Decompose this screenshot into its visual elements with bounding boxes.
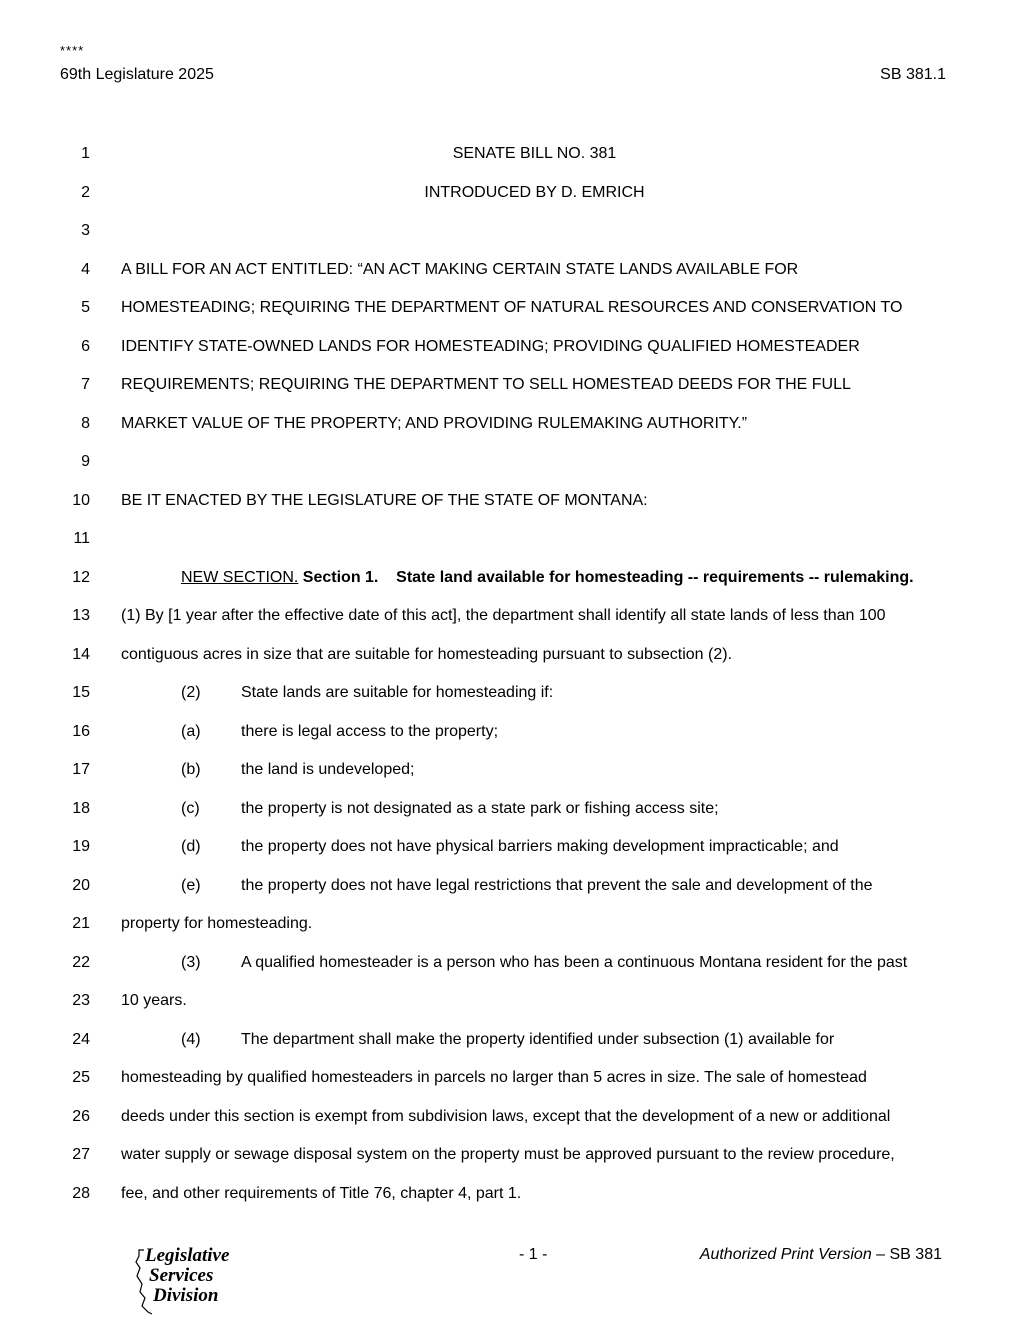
line-number: 15 <box>72 684 90 701</box>
line-25 <box>0 1066 1024 1105</box>
line-text: the land is undeveloped; <box>241 761 415 778</box>
line-text: IDENTIFY STATE-OWNED LANDS FOR HOMESTEADING; PROVIDING QUALIFIED HOMESTEADER <box>121 337 860 355</box>
line-number: 14 <box>72 645 90 663</box>
line-number: 18 <box>72 799 90 817</box>
lsd-logo <box>130 1246 248 1318</box>
logo-text: Legislative Services Division <box>145 1245 230 1306</box>
line-18 <box>0 797 1024 836</box>
line-16 <box>0 720 1024 759</box>
subsection-label: (2) <box>181 684 201 701</box>
line-4 <box>0 258 1024 297</box>
line-1 <box>0 142 1024 181</box>
line-text: 10 years. <box>121 992 187 1009</box>
line-9 <box>0 450 1024 489</box>
line-number: 28 <box>72 1184 90 1202</box>
subsection-label: (b) <box>181 761 201 778</box>
line-13 <box>0 604 1024 643</box>
section-label: Section 1. <box>302 568 379 586</box>
line-text: homesteading by qualified homesteaders in parcels no larger than 5 acres in size. The sale of homestead <box>121 1069 867 1086</box>
line-text: (1) By [1 year after the effective date of this act], the department shall identify all state lands of less than 100 <box>121 607 886 624</box>
line-number: 6 <box>81 337 90 355</box>
line-text: A qualified homesteader is a person who has been a continuous Montana resident for the past <box>241 953 908 971</box>
line-15 <box>0 681 1024 720</box>
subsection-label: (e) <box>181 876 201 894</box>
new-section-label: NEW SECTION. <box>181 568 299 586</box>
subsection-label: (4) <box>181 1030 201 1048</box>
subsection-label: (3) <box>181 953 201 971</box>
line-number: 1 <box>81 145 90 162</box>
subsection-label: (a) <box>181 722 201 740</box>
line-number: 8 <box>81 414 90 432</box>
line-number: 3 <box>81 222 90 239</box>
line-text: the property is not designated as a state park or fishing access site; <box>241 799 719 817</box>
sponsor: INTRODUCED BY D. EMRICH <box>424 183 645 201</box>
line-text: there is legal access to the property; <box>241 722 499 740</box>
section-heading <box>181 569 948 587</box>
line-text: A BILL FOR AN ACT ENTITLED: “AN ACT MAKING CERTAIN STATE LANDS AVAILABLE FOR <box>121 260 799 278</box>
line-19 <box>0 835 1024 874</box>
line-number: 22 <box>72 953 90 971</box>
line-10 <box>0 489 1024 528</box>
line-number: 13 <box>72 607 90 624</box>
line-text: State lands are suitable for homesteading if: <box>241 684 554 701</box>
legislature-label: 69th Legislature 2025 <box>60 66 214 83</box>
bill-id: SB 381.1 <box>880 66 946 83</box>
line-text: MARKET VALUE OF THE PROPERTY; AND PROVIDING RULEMAKING AUTHORITY.” <box>121 414 748 432</box>
line-text: the property does not have legal restrictions that prevent the sale and development of the <box>241 876 873 894</box>
line-11 <box>0 527 1024 566</box>
section-title: State land available for homesteading -- requirements -- rulemaking. <box>396 568 914 586</box>
line-number: 10 <box>72 491 90 509</box>
line-number: 21 <box>72 915 90 932</box>
line-28 <box>0 1182 1024 1221</box>
bill-body <box>0 142 1024 1220</box>
line-text: HOMESTEADING; REQUIRING THE DEPARTMENT OF NATURAL RESOURCES AND CONSERVATION TO <box>121 299 903 316</box>
line-number: 5 <box>81 299 90 316</box>
line-number: 27 <box>72 1146 90 1163</box>
line-number: 11 <box>73 530 90 547</box>
line-number: 17 <box>72 761 90 778</box>
line-number: 12 <box>72 568 90 586</box>
line-number: 26 <box>72 1107 90 1125</box>
subsection-label: (c) <box>181 799 200 817</box>
print-version: Authorized Print Version – SB 381 <box>699 1246 942 1263</box>
line-text: The department shall make the property identified under subsection (1) available for <box>241 1030 835 1048</box>
line-number: 9 <box>81 453 90 470</box>
line-text: deeds under this section is exempt from subdivision laws, except that the development of a new or additional <box>121 1107 891 1125</box>
line-17 <box>0 758 1024 797</box>
line-14 <box>0 643 1024 682</box>
subsection-label: (d) <box>181 838 201 855</box>
line-number: 24 <box>72 1030 90 1048</box>
line-20 <box>0 874 1024 913</box>
line-6 <box>0 335 1024 374</box>
line-number: 7 <box>81 376 90 393</box>
line-text: fee, and other requirements of Title 76, chapter 4, part 1. <box>121 1184 522 1202</box>
line-text: the property does not have physical barriers making development impracticable; and <box>241 838 839 855</box>
page-number: - 1 - <box>519 1246 548 1263</box>
line-2 <box>0 181 1024 220</box>
line-26 <box>0 1105 1024 1144</box>
line-text: water supply or sewage disposal system on the property must be approved pursuant to the review procedure, <box>121 1146 895 1163</box>
line-27 <box>0 1143 1024 1182</box>
line-number: 25 <box>72 1069 90 1086</box>
line-number: 19 <box>72 838 90 855</box>
line-5 <box>0 296 1024 335</box>
line-text: REQUIREMENTS; REQUIRING THE DEPARTMENT TO SELL HOMESTEAD DEEDS FOR THE FULL <box>121 376 851 393</box>
header-stars: **** <box>60 43 85 58</box>
line-8 <box>0 412 1024 451</box>
line-number: 20 <box>72 876 90 894</box>
line-12 <box>0 566 1024 605</box>
line-24 <box>0 1028 1024 1067</box>
line-text: property for homesteading. <box>121 915 313 932</box>
bill-title: SENATE BILL NO. 381 <box>452 145 617 162</box>
line-number: 2 <box>81 183 90 201</box>
line-22 <box>0 951 1024 990</box>
enacting-clause: BE IT ENACTED BY THE LEGISLATURE OF THE STATE OF MONTANA: <box>121 491 648 509</box>
line-21 <box>0 912 1024 951</box>
line-number: 16 <box>72 722 90 740</box>
line-number: 4 <box>81 260 90 278</box>
line-3 <box>0 219 1024 258</box>
line-text: contiguous acres in size that are suitable for homesteading pursuant to subsection (2). <box>121 645 733 663</box>
line-7 <box>0 373 1024 412</box>
line-23 <box>0 989 1024 1028</box>
line-number: 23 <box>72 992 90 1009</box>
